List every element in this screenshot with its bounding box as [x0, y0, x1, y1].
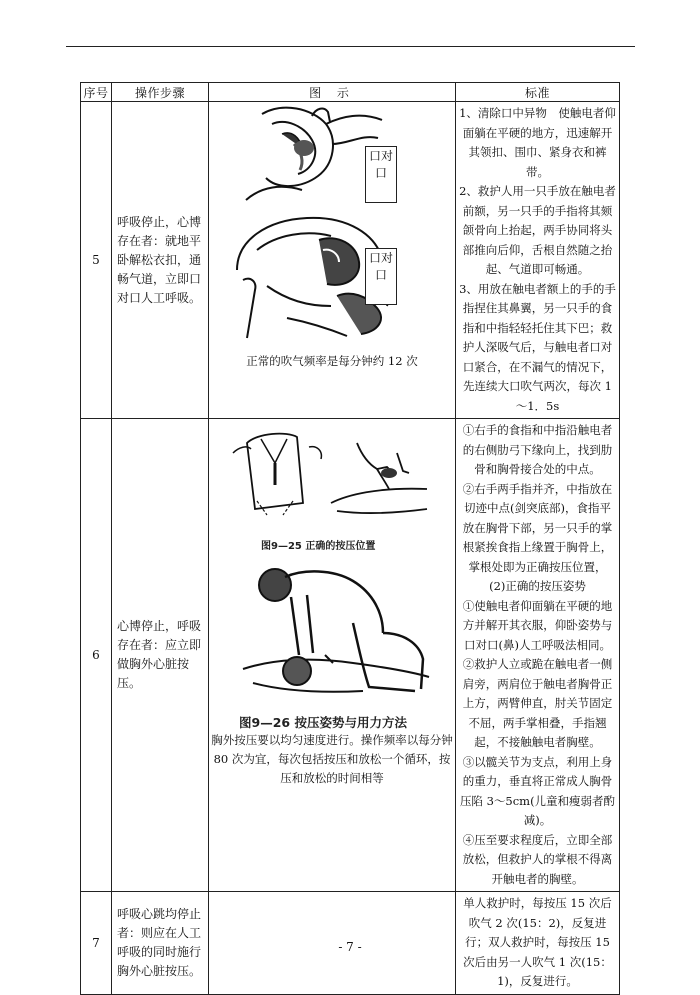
- page-number: - 7 -: [338, 940, 362, 954]
- table-row: [81, 102, 620, 419]
- standard-item: ③以髋关节为支点，利用上身的重力，垂直将正常成人胸骨压陷 3～5cm(儿童和瘦弱者酌减)。: [459, 754, 616, 827]
- standard-item: 2、救护人用一只手放在触电者前额，另一只手的手指将其颏颌骨向上抬起，两手协同将头部推向后仰，舌根自然随之抬起、气道即可畅通。: [459, 184, 616, 276]
- standard-cell: [456, 102, 620, 419]
- procedure-table: [80, 82, 620, 995]
- table-row: [81, 419, 620, 892]
- mouth-to-mouth-label-2: 口对口: [365, 248, 397, 305]
- figure-cell: [209, 102, 456, 419]
- compression-posture-illustration: [233, 559, 433, 709]
- standard-item: ①使触电者仰面躺在平硬的地方并解开其衣服，仰卧姿势与口对口(鼻)人工呼吸法相同。: [462, 598, 613, 652]
- standard-item: ④压至要求程度后，立即全部放松，但救护人的掌根不得离开触电者的胸壁。: [462, 832, 613, 886]
- header-rule: [66, 46, 635, 47]
- figure-caption: 正常的吹气频率是每分钟约 12 次: [246, 354, 418, 368]
- row-number: 6: [81, 419, 112, 892]
- standard-item: ①右手的食指和中指沿触电者的右侧肋弓下缘向上，找到肋骨和胸骨接合处的中点。: [462, 423, 613, 476]
- standard-item: 1、清除口中异物 使触电者仰面躺在平硬的地方，迅速解开其领扣、围巾、紧身衣和裤带。: [459, 106, 616, 179]
- col-standard-header: 标准: [456, 83, 620, 102]
- standard-item: 单人救护时，每按压 15 次后吹气 2 次(15：2)，反复进行；双人救护时，每按压 15 次后由另一人吹气 1 次(15：1)，反复进行。: [463, 896, 612, 988]
- operation-step: 呼吸停止，心博存在者：就地平卧解松衣扣，通畅气道，立即口对口人工呼吸。: [112, 102, 209, 419]
- col-step-header: 操作步骤: [112, 83, 209, 102]
- standard-cell: [456, 419, 620, 892]
- col-num-header: 序号: [81, 83, 112, 102]
- operation-step: 呼吸心跳均停止者：则应在人工呼吸的同时施行胸外心脏按压。: [112, 892, 209, 995]
- standard-item: ②右手两手指并齐，中指放在切迹中点(剑突底部)，食指平放在胸骨下部，另一只手的掌根紧挨食指上缘置于胸骨上，掌根处即为正确按压位置，: [462, 481, 613, 574]
- standard-item: 3、用放在触电者额上的手的手指捏住其鼻翼，另一只手的食指和中指轻轻托住其下巴；救护人深吸气后，与触电者口对口紧合，在不漏气的情况下，先连续大口吹气两次，每次 1～1．5s: [459, 281, 616, 413]
- operation-step: 心博停止，呼吸存在者：应立即做胸外心脏按压。: [112, 419, 209, 892]
- table-header-row: [81, 83, 620, 102]
- col-figure-header: 图 示: [209, 83, 456, 102]
- figure-caption: 胸外按压要以均匀速度进行。操作频率以每分钟 80 次为宜，每次包括按压和放松一个循环，按压和放松的时间相等: [211, 733, 453, 785]
- row-number: 5: [81, 102, 112, 419]
- compression-position-illustration: [227, 423, 437, 533]
- figure-title-9-25: 图9—25 正确的按压位置: [261, 541, 376, 552]
- figure-cell: [209, 419, 456, 892]
- figure-title-9-26: 图9—26 按压姿势与用力方法: [239, 715, 407, 730]
- standard-item: ②救护人立或跪在触电者一侧肩旁，两肩位于触电者胸骨正上方，两臂伸直，肘关节固定不屈，两手掌相叠，手指翘起，不接触触电者胸壁。: [462, 657, 613, 749]
- standard-item: (2)正确的按压姿势: [489, 579, 586, 593]
- mouth-to-mouth-label-1: 口对口: [365, 146, 397, 203]
- row-number: 7: [81, 892, 112, 995]
